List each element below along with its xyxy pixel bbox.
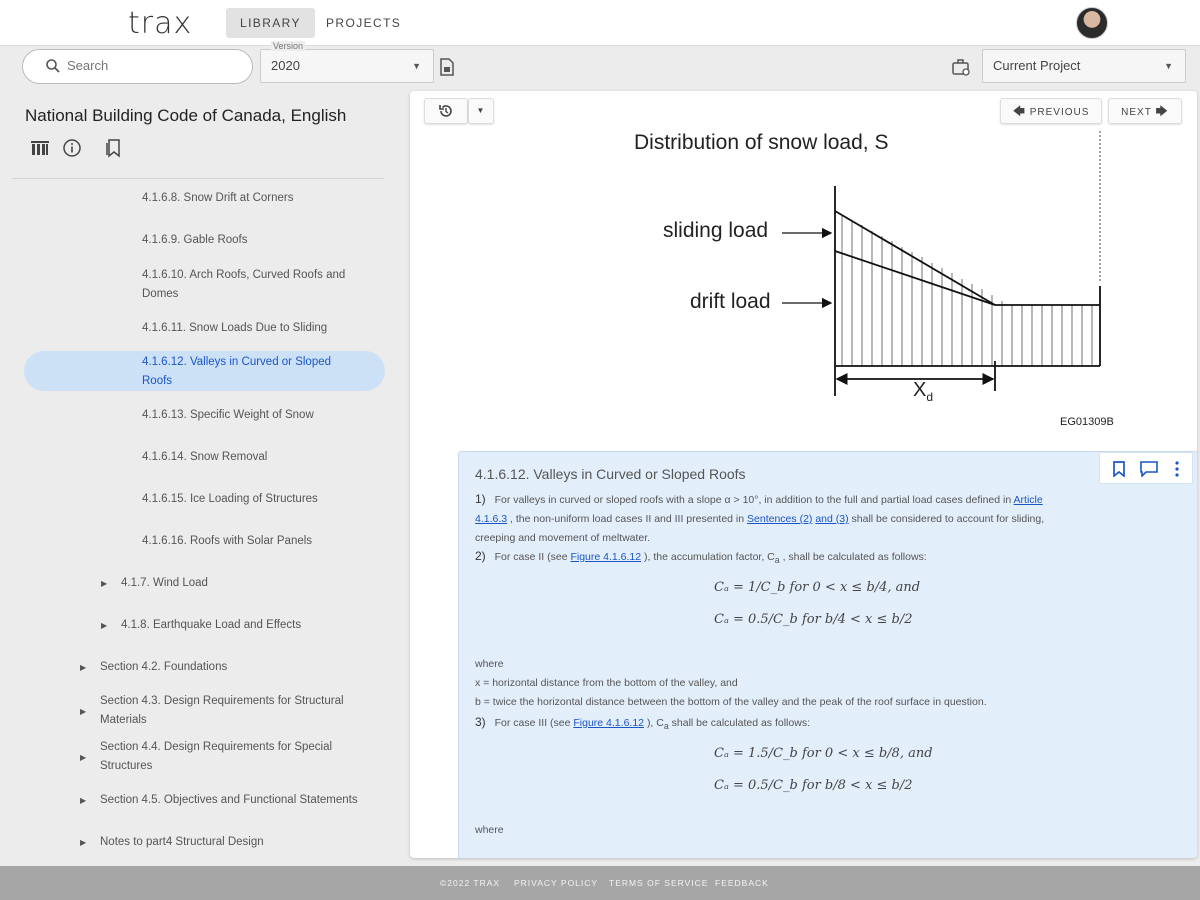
previous-label: PREVIOUS [1029,107,1090,118]
toc-item-collapsible[interactable] [80,791,358,810]
nav-tab-projects[interactable]: PROJECTS [326,16,402,30]
toc-item-collapsible[interactable] [80,692,380,730]
expand-arrow-icon[interactable]: ▶ [80,796,87,805]
document-title: National Building Code of Canada, English [25,106,347,125]
expand-arrow-icon[interactable]: ▶ [101,579,108,588]
toc-item[interactable]: 4.1.6.8. Snow Drift at Corners [142,192,294,204]
x-label: X [913,379,927,401]
library-shelf-icon[interactable] [30,138,50,163]
sentence-link[interactable]: Sentences (2) [747,513,813,525]
expand-arrow-icon[interactable]: ▶ [80,707,87,716]
paragraph-text: For case II (see [494,551,568,563]
document-icon[interactable] [439,58,455,81]
definition-b: b = twice the horizontal distance between the bottom of the valley and the peak of the roof surface in question. [475,696,987,708]
figure-title: Distribution of snow load, S [634,131,889,154]
chevron-down-icon: ▼ [1164,61,1173,71]
bookmarks-icon[interactable] [104,138,124,163]
toc-item-label: Notes to part4 Structural Design [100,836,264,848]
subscript: a [774,555,780,566]
nav-tab-library[interactable]: LIBRARY [226,8,315,38]
divider [12,178,384,179]
toc-item[interactable]: 4.1.6.15. Ice Loading of Structures [142,493,318,505]
figure-code: EG01309B [1060,416,1114,428]
version-select[interactable] [260,41,434,83]
paragraph-text: , the non-uniform load cases II and III presented in [510,513,745,525]
chevron-down-icon: ▼ [412,61,421,71]
toc-item[interactable]: 4.1.6.14. Snow Removal [142,451,268,463]
paragraph-number: 2) [475,549,486,563]
toc-item[interactable]: 4.1.6.13. Specific Weight of Snow [142,409,314,421]
paragraph-2 [475,547,1175,570]
paragraph-text: shall be considered to account for sliding, [851,513,1045,525]
toc-item-label: Section 4.5. Objectives and Functional Statements [100,794,358,806]
top-bar [0,0,1200,46]
figure-link[interactable]: Figure 4.1.6.12 [573,717,645,729]
info-icon[interactable] [62,138,82,163]
comment-icon[interactable] [1140,461,1158,482]
project-value: Current Project [993,58,1081,73]
paragraph-text: For case III (see [494,717,571,729]
toc-item-collapsible[interactable] [101,616,302,635]
project-select[interactable] [982,49,1186,83]
formula-case-3-line-1: Cₐ = 1.5/C_b for 0 < x ≤ b/8, and [714,746,933,761]
paragraph-number: 3) [475,715,486,729]
drift-load-label: drift load [690,290,771,313]
toc-item-collapsible[interactable] [80,658,228,677]
content-panel [410,91,1197,858]
formula-case-3-line-2: Cₐ = 0.5/C_b for b/8 < x ≤ b/2 [714,778,913,793]
search-box[interactable] [22,49,253,84]
toc-item-collapsible[interactable] [80,833,264,852]
search-input[interactable] [67,58,237,73]
sentence-link[interactable]: and (3) [815,513,849,525]
paragraph-number: 1) [475,492,486,506]
version-label: Version [273,41,304,51]
paragraph-text: ), the accumulation factor, C [644,551,775,563]
toc-item[interactable]: 4.1.6.16. Roofs with Solar Panels [142,535,313,547]
toc-item[interactable]: 4.1.6.11. Snow Loads Due to Sliding [142,322,328,334]
formula-case-2-line-1: Cₐ = 1/C_b for 0 < x ≤ b/4, and [714,580,921,595]
where-label-2: where [475,824,504,836]
footer-feedback-link[interactable]: FEEDBACK [715,878,769,888]
formula-case-2-line-2: Cₐ = 0.5/C_b for b/4 < x ≤ b/2 [714,612,913,627]
sliding-load-label: sliding load [663,219,769,242]
app-logo[interactable]: trax [128,6,193,41]
definition-x: x = horizontal distance from the bottom of the valley, and [475,677,738,689]
footer [0,866,1200,900]
x-subscript: d [926,390,934,404]
toc-item-label: 4.1.7. Wind Load [121,577,208,589]
avatar[interactable] [1076,7,1108,39]
toc-item[interactable]: 4.1.6.9. Gable Roofs [142,234,248,246]
paragraph-text: ), C [646,717,664,729]
paragraph-text: creeping and movement of meltwater. [475,532,651,544]
toc-item-collapsible[interactable] [80,738,370,776]
article-link[interactable]: 4.1.6.3 [475,513,508,525]
toc-item[interactable]: 4.1.6.10. Arch Roofs, Curved Roofs and Domes [142,269,346,300]
toc-item-label: Section 4.2. Foundations [100,661,228,673]
footer-terms-link[interactable]: TERMS OF SERVICE [609,878,709,888]
expand-arrow-icon[interactable]: ▶ [101,621,108,630]
paragraph-text: , shall be calculated as follows: [782,551,927,563]
arrow-left-icon: 🡄 [1012,104,1026,118]
arrow-right-icon: 🡆 [1155,104,1169,118]
expand-arrow-icon[interactable]: ▶ [80,663,87,672]
paragraph-1 [475,490,1175,548]
article-title: 4.1.6.12. Valleys in Curved or Sloped Roofs [475,466,746,482]
paragraph-text: For valleys in curved or sloped roofs with a slope α > 10°, in addition to the full and partial load cases defined in [494,494,1012,506]
figure-link[interactable]: Figure 4.1.6.12 [570,551,642,563]
expand-arrow-icon[interactable]: ▶ [80,838,87,847]
article-link[interactable]: Article [1013,494,1043,506]
paragraph-3 [475,713,1175,736]
article-panel [458,451,1197,858]
toc-item-label: Section 4.3. Design Requirements for Structural Materials [100,695,344,726]
subscript: a [663,721,669,732]
toc-item-label: Section 4.4. Design Requirements for Special Structures [100,741,333,772]
project-briefcase-icon[interactable] [951,57,971,82]
bookmark-icon[interactable] [1112,461,1126,482]
snow-load-diagram [410,91,1197,451]
footer-copyright: ©2022 TRAX [440,878,501,888]
toc-item-active[interactable]: 4.1.6.12. Valleys in Curved or Sloped Roofs [142,356,332,387]
article-actions [1099,452,1193,484]
paragraph-text: shall be calculated as follows: [671,717,810,729]
search-icon [45,58,61,79]
toc-item-collapsible[interactable] [101,574,208,593]
where-definitions [475,655,1175,712]
footer-privacy-link[interactable]: PRIVACY POLICY [514,878,599,888]
expand-arrow-icon[interactable]: ▶ [80,753,87,762]
x-dimension-label [913,379,933,404]
where-label: where [475,658,504,670]
version-value: 2020 [271,58,300,73]
more-vertical-icon[interactable] [1174,460,1180,483]
next-label: NEXT [1121,107,1152,118]
toc-item-label: 4.1.8. Earthquake Load and Effects [121,619,302,631]
chevron-down-icon: ▼ [476,106,486,115]
